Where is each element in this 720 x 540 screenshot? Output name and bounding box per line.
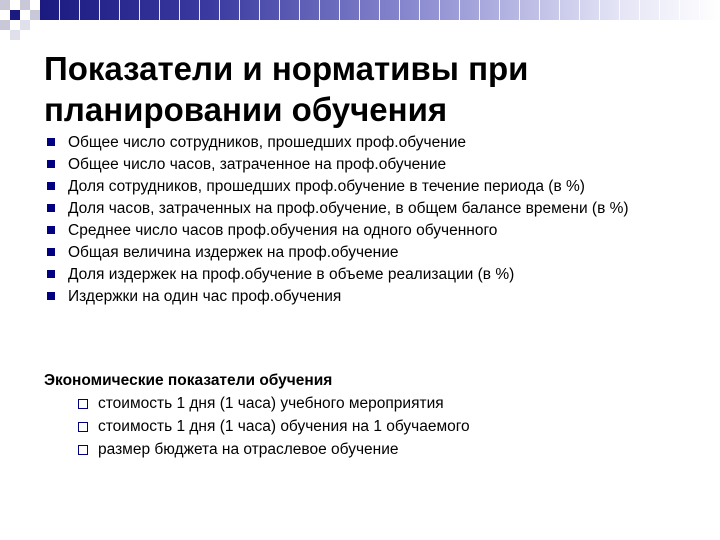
list-item	[44, 134, 684, 151]
list-item-text: Общая величина издержек на проф.обучение	[68, 244, 399, 261]
section-heading: Экономические показатели обучения	[44, 372, 333, 389]
indicators-list	[44, 134, 684, 310]
list-item	[44, 178, 684, 195]
hollow-square-bullet-icon	[78, 399, 88, 409]
decorative-square	[0, 20, 10, 30]
filled-square-bullet-icon	[47, 292, 55, 300]
filled-square-bullet-icon	[47, 160, 55, 168]
list-item	[44, 200, 684, 217]
list-item	[44, 244, 684, 261]
list-item-text: Издержки на один час проф.обучения	[68, 288, 342, 305]
decorative-square	[10, 30, 20, 40]
filled-square-bullet-icon	[47, 226, 55, 234]
list-item	[44, 156, 684, 173]
decorative-header-band	[0, 0, 720, 40]
decorative-square	[20, 0, 30, 10]
decorative-square	[30, 10, 40, 20]
sub-list-item-text: стоимость 1 дня (1 часа) обучения на 1 обучаемого	[98, 418, 470, 435]
decorative-square	[0, 0, 10, 10]
sub-list-item	[78, 395, 678, 413]
list-item	[44, 222, 684, 239]
filled-square-bullet-icon	[47, 182, 55, 190]
list-item-text: Доля сотрудников, прошедших проф.обучение в течение периода (в %)	[68, 178, 585, 195]
filled-square-bullet-icon	[47, 248, 55, 256]
sub-list-item-text: стоимость 1 дня (1 часа) учебного мероприятия	[98, 395, 444, 412]
slide-title: Показатели и нормативы при планировании обучения	[44, 50, 529, 128]
list-item-text: Общее число сотрудников, прошедших проф.обучение	[68, 134, 467, 151]
economic-indicators-list	[78, 395, 678, 464]
decorative-gradient-grid	[40, 0, 720, 20]
sub-list-item	[78, 441, 678, 459]
list-item	[44, 266, 684, 283]
decorative-square	[20, 20, 30, 30]
hollow-square-bullet-icon	[78, 422, 88, 432]
list-item-text: Доля часов, затраченных на проф.обучение, в общем балансе времени (в %)	[68, 200, 629, 217]
filled-square-bullet-icon	[47, 204, 55, 212]
hollow-square-bullet-icon	[78, 445, 88, 455]
list-item-text: Общее число часов, затраченное на проф.обучение	[68, 156, 447, 173]
list-item-text: Доля издержек на проф.обучение в объеме реализации (в %)	[68, 266, 515, 283]
filled-square-bullet-icon	[47, 138, 55, 146]
list-item	[44, 288, 684, 305]
filled-square-bullet-icon	[47, 270, 55, 278]
sub-list-item-text: размер бюджета на отраслевое обучение	[98, 441, 399, 458]
sub-list-item	[78, 418, 678, 436]
decorative-square	[10, 10, 20, 20]
list-item-text: Среднее число часов проф.обучения на одного обученного	[68, 222, 498, 239]
